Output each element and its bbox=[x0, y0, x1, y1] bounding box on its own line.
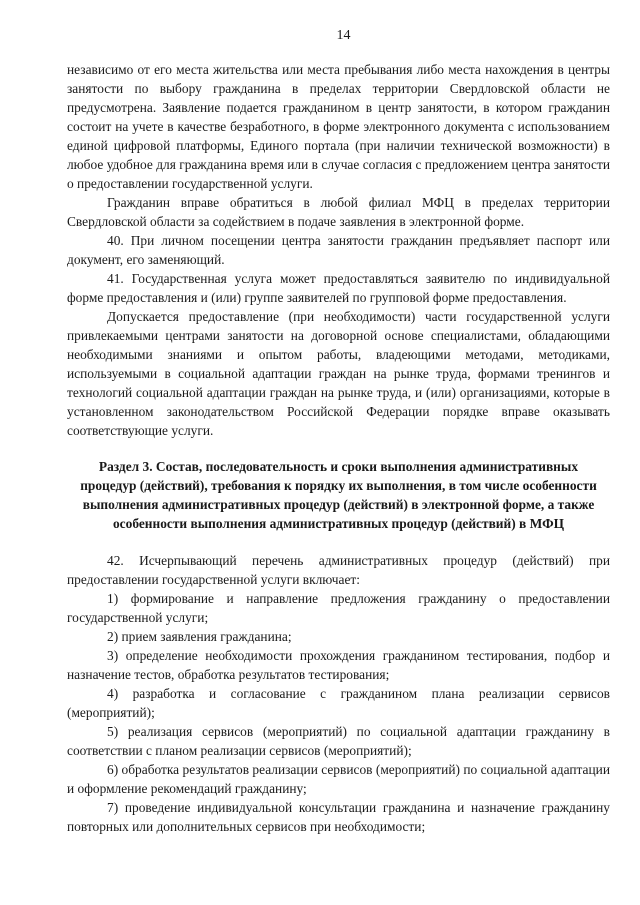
paragraph: 41. Государственная услуга может предоставляться заявителю по индивидуальной форме предоставления и (или) группе заявителей по групповой форме предоставления. bbox=[67, 271, 610, 305]
paragraph: 5) реализация сервисов (мероприятий) по социальной адаптации гражданину в соответствии с планом реализации сервисов (мероприятий); bbox=[67, 724, 610, 758]
paragraph: 2) прием заявления гражданина; bbox=[107, 629, 292, 644]
paragraph: Гражданин вправе обратиться в любой филиал МФЦ в пределах территории Свердловской области за содействием в подаче заявления в электронной форме. bbox=[67, 195, 610, 229]
paragraph: 4) разработка и согласование с гражданином плана реализации сервисов (мероприятий); bbox=[67, 686, 610, 720]
paragraph: 7) проведение индивидуальной консультации гражданина и назначение гражданину повторных или дополнительных сервисов при необходимости; bbox=[67, 800, 610, 834]
paragraph: Допускается предоставление (при необходимости) части государственной услуги привлекаемыми центрами занятости на договорной основе специалистами, обладающими необходимыми знаниями и опытом работы, владеющими методами, методиками, используемыми в социальной адаптации граждан на рынке труда, формами тренингов и технологий социальной адаптации граждан на рынке труда, и (или) организациями, которые в установленном законодательством Российской Федерации порядке вправе оказывать соответствующие услуги. bbox=[67, 309, 610, 438]
paragraph: 42. Исчерпывающий перечень административных процедур (действий) при предоставлении государственной услуги включает: bbox=[67, 553, 610, 587]
paragraph: 1) формирование и направление предложения гражданину о предоставлении государственной услуги; bbox=[67, 591, 610, 625]
document-body bbox=[67, 60, 610, 836]
paragraph: 6) обработка результатов реализации сервисов (мероприятий) по социальной адаптации и оформление рекомендаций гражданину; bbox=[67, 762, 610, 796]
paragraph: независимо от его места жительства или места пребывания либо места нахождения в центры занятости по выбору гражданина в пределах территории Свердловской области не предусмотрена. Заявление подается гражданином в центр занятости, в котором гражданин состоит на учете в качестве безработного, в форме электронного документа с использованием единой цифровой платформы, Единого портала (при наличии технической возможности) в любое удобное для гражданина время или в случае согласия с предложением центра занятости о предоставлении государственной услуги. bbox=[67, 62, 610, 191]
page-number: 14 bbox=[336, 28, 351, 43]
section-heading: Раздел 3. Состав, последовательность и сроки выполнения административных процедур (действий), требования к порядку их выполнения, в том числе особенности выполнения административных процедур (действий) в электронной форме, а также особенности выполнения административных процедур (действий) в МФЦ bbox=[80, 459, 597, 531]
paragraph: 40. При личном посещении центра занятости гражданин предъявляет паспорт или документ, его заменяющий. bbox=[67, 233, 610, 267]
paragraphs-after-section bbox=[67, 551, 610, 836]
paragraphs-before-section bbox=[67, 60, 610, 440]
paragraph: 3) определение необходимости прохождения гражданином тестирования, подбор и назначение тестов, обработка результатов тестирования; bbox=[67, 648, 610, 682]
